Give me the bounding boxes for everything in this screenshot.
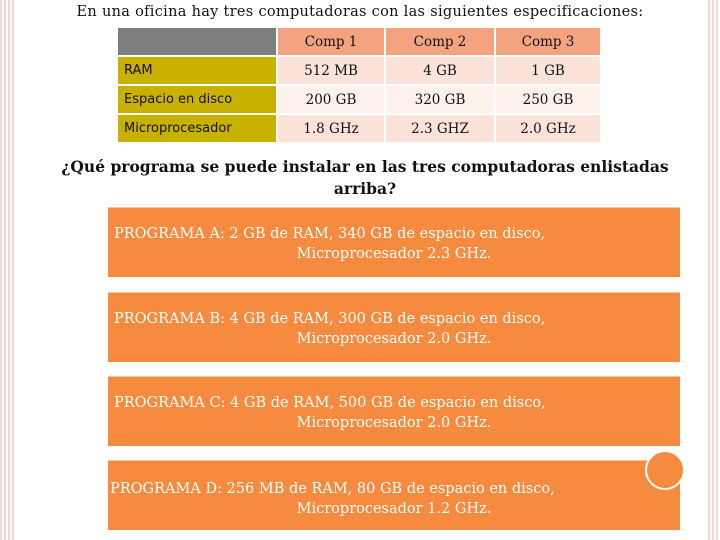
option-d-box[interactable] [108, 460, 680, 530]
table-corner-cell [118, 28, 277, 56]
table-cell: 2.3 GHZ [385, 114, 495, 143]
question-text [30, 156, 700, 200]
question-line-1: ¿Qué programa se puede instalar en las tres computadoras enlistadas [61, 157, 669, 176]
header-comp-2: Comp 2 [385, 28, 495, 56]
table-cell: 4 GB [385, 56, 495, 85]
table-row [118, 85, 600, 114]
table-cell: 250 GB [495, 85, 600, 114]
decorative-left-border [0, 0, 14, 540]
option-d-line-2: Microprocesador 1.2 GHz. [296, 501, 492, 517]
row-label-cpu: Microprocesador [118, 114, 277, 143]
row-label-disk: Espacio en disco [118, 85, 277, 114]
option-c-line-1: PROGRAMA C: 4 GB de RAM, 500 GB de espacio en disco, [114, 395, 546, 411]
option-b-line-2: Microprocesador 2.0 GHz. [296, 331, 492, 347]
table-cell: 2.0 GHz [495, 114, 600, 143]
header-comp-1: Comp 1 [277, 28, 385, 56]
option-a-line-1: PROGRAMA A: 2 GB de RAM, 340 GB de espacio en disco, [114, 226, 546, 242]
intro-text: En una oficina hay tres computadoras con las siguientes especificaciones: [76, 4, 644, 20]
table-row [118, 56, 600, 85]
table-cell: 512 MB [277, 56, 385, 85]
option-b-box[interactable] [108, 292, 680, 362]
option-b-line-1: PROGRAMA B: 4 GB de RAM, 300 GB de espacio en disco, [114, 311, 546, 327]
option-c-box[interactable] [108, 376, 680, 446]
row-label-ram: RAM [118, 56, 277, 85]
table-cell: 1.8 GHz [277, 114, 385, 143]
table-header-row [118, 28, 600, 56]
decorative-right-border [706, 0, 720, 540]
decorative-circle-icon [645, 450, 685, 490]
table-row [118, 114, 600, 143]
table-cell: 200 GB [277, 85, 385, 114]
option-d-line-1: PROGRAMA D: 256 MB de RAM, 80 GB de espacio en disco, [110, 481, 555, 497]
table-cell: 1 GB [495, 56, 600, 85]
option-a-box[interactable] [108, 207, 680, 277]
table-cell: 320 GB [385, 85, 495, 114]
header-comp-3: Comp 3 [495, 28, 600, 56]
option-a-line-2: Microprocesador 2.3 GHz. [296, 246, 492, 262]
question-line-2: arriba? [333, 179, 397, 198]
option-c-line-2: Microprocesador 2.0 GHz. [296, 415, 492, 431]
specs-table [118, 28, 600, 144]
